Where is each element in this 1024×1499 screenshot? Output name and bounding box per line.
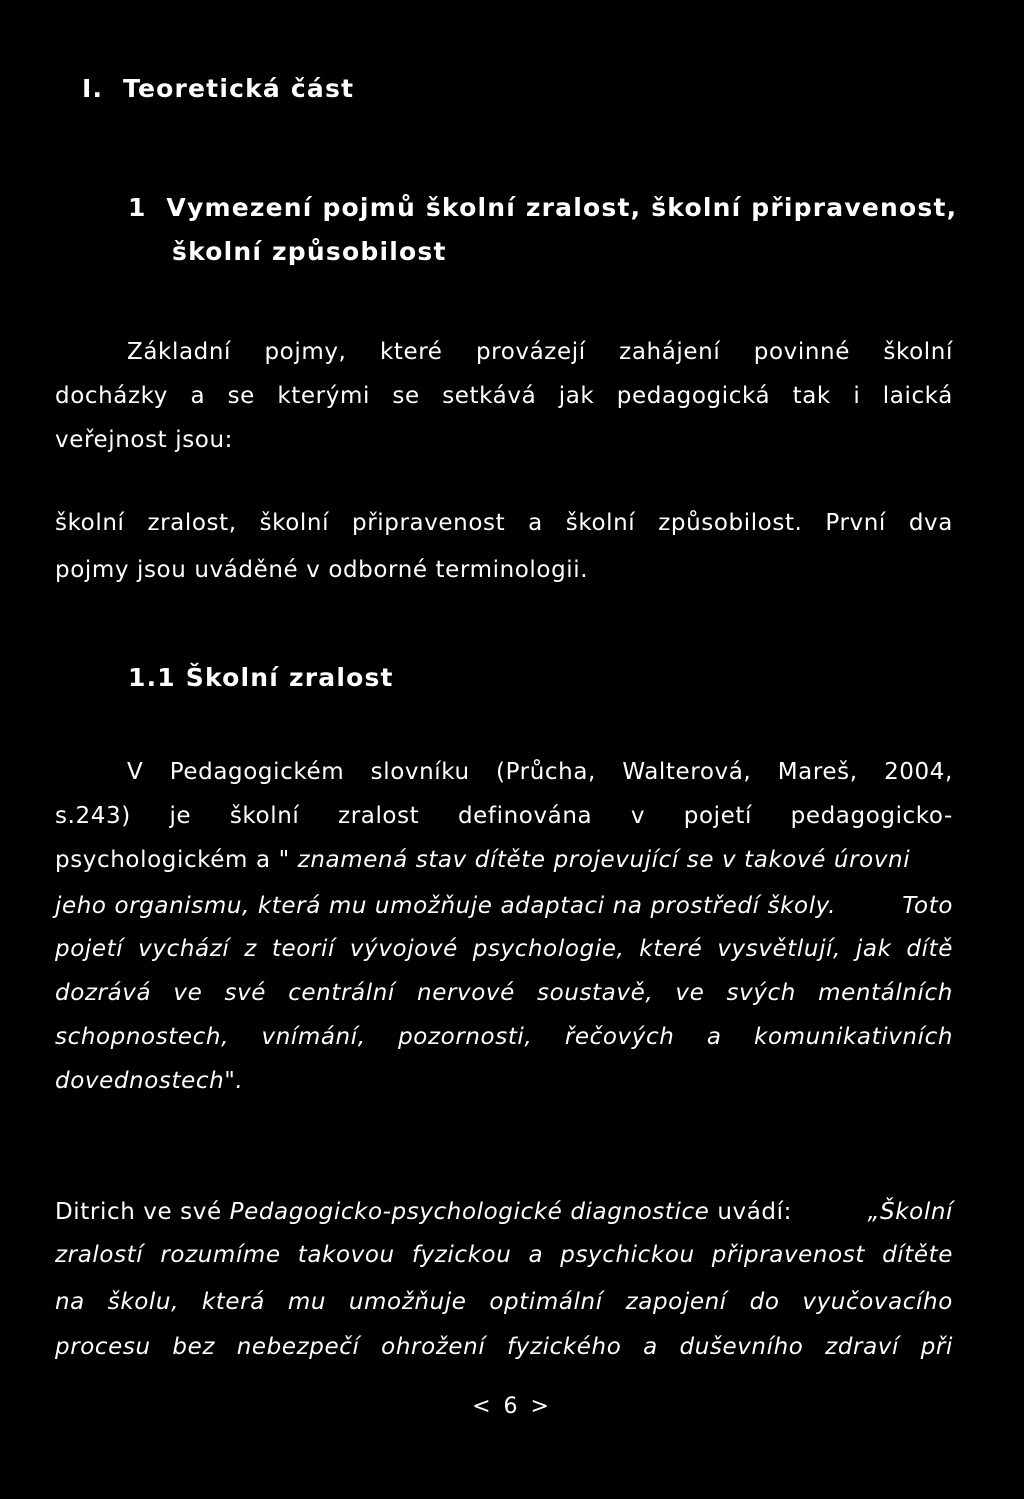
word: připravenost — [352, 510, 506, 536]
word: laická — [882, 383, 953, 409]
word: Walterová, — [622, 759, 752, 785]
quote-text: jeho organismu, která mu umožňuje adaptaci na prostředí školy. — [55, 893, 837, 919]
word: a — [190, 383, 206, 409]
word: s.243) — [55, 803, 131, 829]
word: takovou — [297, 1242, 395, 1268]
word: a — [643, 1334, 658, 1360]
chapter-title: Teoretická část — [123, 74, 355, 103]
word: pozornosti, — [398, 1024, 533, 1050]
para-3-line-6 — [55, 978, 953, 1008]
word: vývojové — [349, 936, 458, 962]
word: v — [630, 803, 646, 829]
para-3-line-4 — [55, 891, 953, 921]
word: řečových — [564, 1024, 675, 1050]
para-3-line-5 — [55, 934, 953, 964]
word: která — [201, 1289, 265, 1315]
word: soustavě, — [537, 980, 654, 1006]
word: pojetí — [683, 803, 752, 829]
section-1-number: 1 — [128, 193, 147, 222]
word: mentálních — [818, 980, 953, 1006]
word: vnímání, — [261, 1024, 366, 1050]
word: se — [392, 383, 420, 409]
para-2-line-2: pojmy jsou uváděné v odborné terminologii. — [55, 557, 589, 583]
word: tak — [792, 383, 831, 409]
word: pojetí — [55, 936, 124, 962]
word: jak — [855, 936, 892, 962]
word: schopnostech, — [55, 1024, 230, 1050]
para-4-line-3 — [55, 1287, 953, 1317]
section-1-title-line-1: Vymezení pojmů školní zralost, školní připravenost, — [166, 193, 958, 222]
word: ve — [173, 980, 203, 1006]
word: zralost — [338, 803, 420, 829]
word: bez — [172, 1334, 216, 1360]
chapter-number: I. — [82, 74, 104, 103]
word: komunikativních — [754, 1024, 953, 1050]
word: i — [853, 383, 861, 409]
word: do — [749, 1289, 780, 1315]
word: způsobilost. — [658, 510, 803, 536]
text-regular: uvádí: — [709, 1199, 800, 1225]
word: které — [379, 339, 443, 365]
word: zralostí — [55, 1242, 144, 1268]
word: školu, — [107, 1289, 180, 1315]
text-regular: Ditrich ve své — [55, 1199, 230, 1225]
word: pedagogická — [616, 383, 771, 409]
word: fyzického — [507, 1334, 622, 1360]
word: slovníku — [370, 759, 470, 785]
word: vychází — [138, 936, 230, 962]
word: dva — [908, 510, 953, 536]
word: zapojení — [625, 1289, 727, 1315]
book-title: Pedagogicko-psychologické diagnostice — [229, 1199, 710, 1225]
word: mu — [287, 1289, 326, 1315]
word: a — [706, 1024, 722, 1050]
word: definována — [457, 803, 593, 829]
word: optimální — [489, 1289, 603, 1315]
word: a — [528, 510, 543, 536]
word: jak — [558, 383, 595, 409]
quote-start: „Školní — [867, 1199, 953, 1225]
para-3-line-7 — [55, 1022, 953, 1052]
word: kterými — [277, 383, 370, 409]
word: nervové — [417, 980, 515, 1006]
section-1-heading — [128, 193, 957, 223]
word: je — [169, 803, 192, 829]
para-4-line-2 — [55, 1240, 953, 1270]
para-4-line-1 — [55, 1197, 953, 1227]
para-1-line-1 — [127, 337, 953, 367]
text-regular: psychologickém a — [55, 847, 279, 873]
word: psychickou — [560, 1242, 695, 1268]
para-1-line-3: veřejnost jsou: — [55, 427, 233, 453]
word: Základní — [127, 339, 232, 365]
word: dítěte — [882, 1242, 953, 1268]
word: centrální — [288, 980, 395, 1006]
word: pojmy, — [264, 339, 347, 365]
word: První — [825, 510, 886, 536]
word: teorií — [271, 936, 335, 962]
word: nebezpečí — [236, 1334, 360, 1360]
word: které — [639, 936, 703, 962]
word: dítě — [906, 936, 953, 962]
word: při — [920, 1334, 953, 1360]
word: psychologie, — [472, 936, 625, 962]
word: povinné — [753, 339, 850, 365]
section-1-heading-cont — [172, 237, 447, 267]
word: vysvětlují, — [717, 936, 841, 962]
section-1-1-number: 1.1 — [128, 663, 176, 692]
word: umožňuje — [348, 1289, 467, 1315]
section-1-title-line-2: školní způsobilost — [172, 237, 447, 266]
word: zdraví — [825, 1334, 899, 1360]
word: a — [528, 1242, 544, 1268]
para-1-line-2 — [55, 381, 953, 411]
word: připravenost — [711, 1242, 865, 1268]
page-number: < 6 > — [472, 1394, 552, 1419]
chapter-heading — [82, 74, 354, 104]
word: (Průcha, — [496, 759, 596, 785]
para-4-line-4 — [55, 1332, 953, 1362]
section-1-1-heading — [128, 663, 394, 693]
word: vyučovacího — [802, 1289, 953, 1315]
word: školní — [565, 510, 636, 536]
section-1-1-title: Školní zralost — [185, 663, 394, 692]
word: pedagogicko- — [790, 803, 953, 829]
word: svých — [726, 980, 796, 1006]
quote-text: Toto — [902, 893, 953, 919]
word: školní — [259, 510, 330, 536]
word: docházky — [55, 383, 168, 409]
word: školní — [883, 339, 953, 365]
word: ohrožení — [381, 1334, 486, 1360]
word: procesu — [55, 1334, 151, 1360]
word: ve — [675, 980, 705, 1006]
word-gap — [836, 893, 844, 919]
quote-start: " znamená stav dítěte projevující se v takové úrovni — [278, 847, 911, 873]
word: zahájení — [619, 339, 721, 365]
word: z — [244, 936, 257, 962]
word: své — [224, 980, 267, 1006]
para-3-line-1 — [127, 757, 953, 787]
para-2-line-1 — [55, 508, 953, 538]
para-3-line-8: dovednostech". — [55, 1068, 244, 1094]
word: Mareš, — [777, 759, 858, 785]
word: setkává — [442, 383, 537, 409]
word: zralost, — [147, 510, 237, 536]
word: 2004, — [884, 759, 953, 785]
para-3-line-3 — [55, 845, 910, 875]
word: V — [127, 759, 144, 785]
word: Pedagogickém — [169, 759, 345, 785]
word: školní — [229, 803, 300, 829]
word: rozumíme — [160, 1242, 281, 1268]
word: školní — [55, 510, 125, 536]
word: provázejí — [475, 339, 586, 365]
para-3-line-2 — [55, 801, 953, 831]
word: fyzickou — [411, 1242, 512, 1268]
word: se — [227, 383, 255, 409]
word: dozrává — [55, 980, 152, 1006]
word: na — [55, 1289, 85, 1315]
word: duševního — [679, 1334, 804, 1360]
